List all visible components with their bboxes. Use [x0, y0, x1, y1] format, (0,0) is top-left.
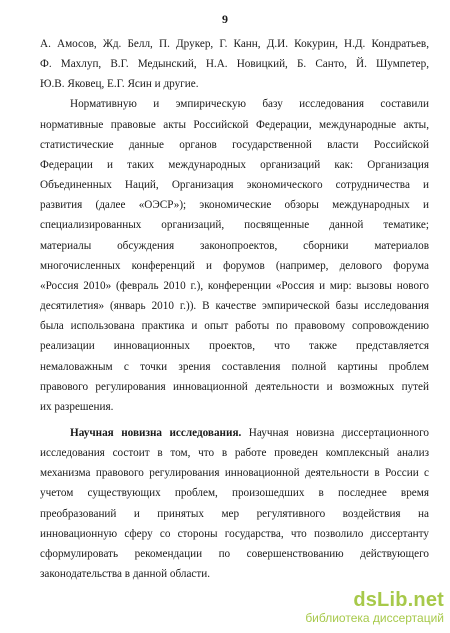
text-line: Ю.В. Яковец, Е.Г. Ясин и другие.: [40, 78, 199, 91]
text-line: учетом существующих проблем, произошедших в последнее время: [40, 487, 429, 500]
text-line: специализированных организаций, посвященные данной тематике;: [40, 219, 429, 232]
text-line: была использована практика и опыт работы по правовому сопровождению: [40, 320, 429, 333]
text-line: сформулировать рекомендации по совершенствованию действующего: [40, 547, 429, 560]
text-line: многочисленных конференций и форумов (например, делового форума: [40, 259, 429, 272]
text-line: Нормативную и эмпирическую базу исследования составили: [70, 98, 429, 111]
text-line: Объединенных Наций, Организация экономического сотрудничества и: [40, 179, 429, 192]
text-line: преобразований и принятых мер регулятивного воздействия на: [40, 507, 429, 520]
text-line: реализации инновационных проектов, что также представляется: [40, 340, 429, 353]
text-line: немаловажным с точки зрения составления полной картины проблем: [40, 360, 429, 373]
watermark-subtitle: библиотека диссертаций: [305, 611, 444, 625]
text-line: исследования состоит в том, что в работе проведен комплексный анализ: [40, 447, 429, 460]
section-heading: Научная новизна исследования.: [70, 426, 242, 439]
text-line: развития (далее «ОЭСР»); экономические обзоры международных и: [40, 199, 429, 212]
watermark: [305, 589, 444, 625]
text-line: Ф. Махлуп, В.Г. Медынский, Н.А. Новицкий, Б. Санто, Й. Шумпетер,: [40, 58, 429, 71]
text-line: материалы обсуждения законопроектов, сборники материалов: [40, 239, 429, 252]
text-line: инновационную сферу со стороны государства, что позволило диссертанту: [40, 527, 429, 540]
text-line: правового регулирования инновационной деятельности и возможных путей: [40, 380, 429, 393]
document-body: [40, 34, 429, 584]
text-line: десятилетия» (январь 2010 г.)). В качестве эмпирической базы исследования: [40, 300, 429, 313]
text-line: Научная новизна исследования. Научная новизна диссертационного: [70, 426, 429, 439]
text-line: нормативные правовые акты Российской Федерации, международные акты,: [40, 118, 429, 131]
text-line: А. Амосов, Жд. Белл, П. Друкер, Г. Канн, Д.И. Кокурин, Н.Д. Кондратьев,: [40, 38, 429, 50]
text-line: их разрешения.: [40, 400, 114, 413]
text-line: механизма правового регулирования инновационной деятельности в России с: [40, 467, 429, 480]
text-line: Федерации и таких международных организаций как: Организация: [40, 158, 429, 171]
text-line: «Россия 2010» (февраль 2010 г.), конференции «Россия и мир: вызовы нового: [40, 279, 429, 292]
text-line: законодательства в данной области.: [40, 568, 211, 581]
watermark-logo: dsLib.net: [353, 589, 444, 611]
page-number: 9: [222, 12, 228, 26]
text-line: статистические данные органов государственной власти Российской: [40, 138, 429, 151]
